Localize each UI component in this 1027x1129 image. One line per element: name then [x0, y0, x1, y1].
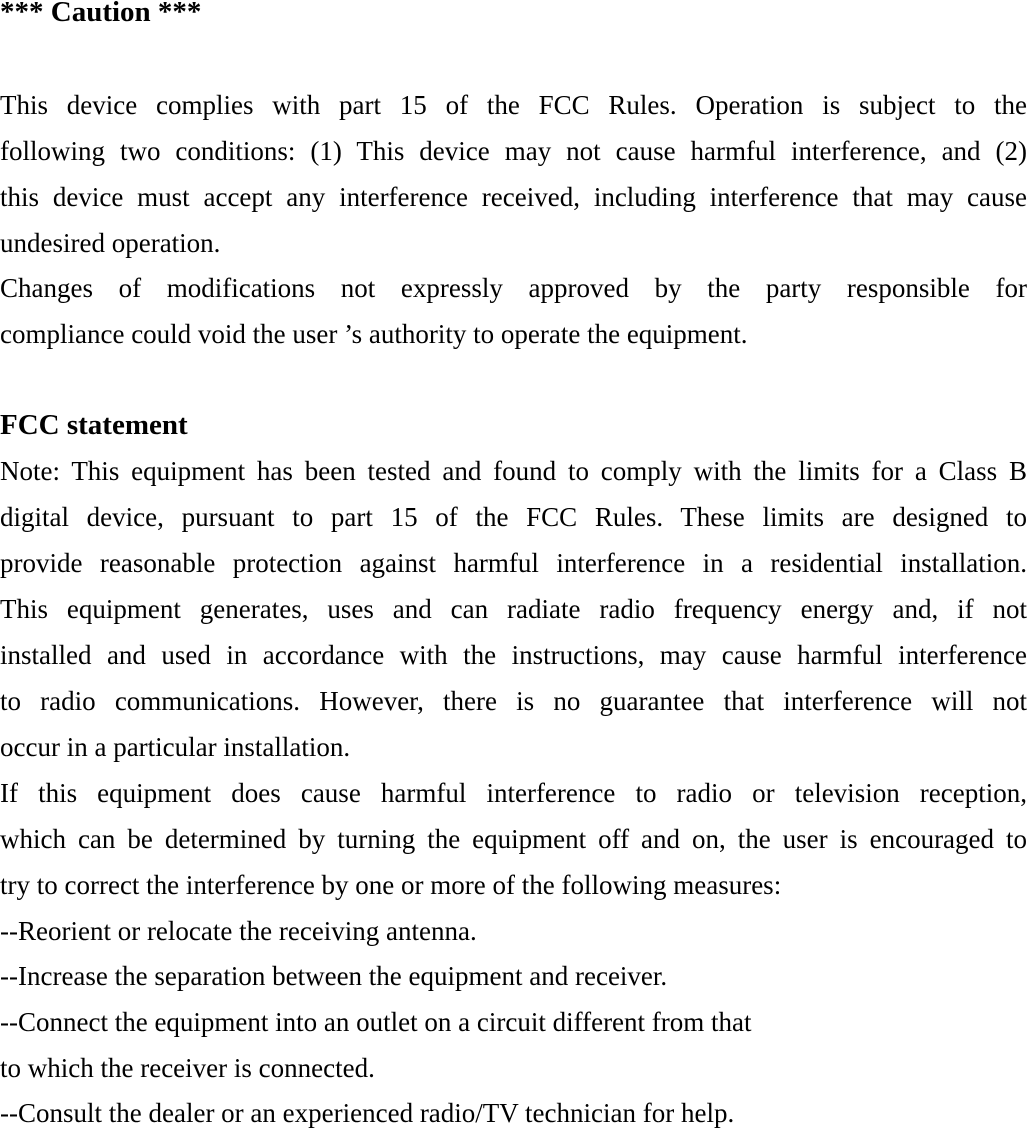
text-line: If this equipment does cause harmful interference to radio or television reception,	[0, 778, 1027, 808]
list-item: --Consult the dealer or an experienced radio/TV technician for help.	[0, 1098, 735, 1128]
text-line: which can be determined by turning the equipment off and on, the user is encouraged to	[0, 824, 1027, 854]
text-line: this device must accept any interference received, including interference that may cause	[0, 182, 1027, 212]
text-line: undesired operation.	[0, 228, 221, 258]
text-line: Changes of modifications not expressly approved by the party responsible for	[0, 273, 1027, 303]
text-line: provide reasonable protection against harmful interference in a residential installation.	[0, 548, 1027, 578]
text-line: try to correct the interference by one or more of the following measures:	[0, 870, 782, 900]
text-line: This equipment generates, uses and can radiate radio frequency energy and, if not	[0, 594, 1027, 624]
fcc-statement-title: FCC statement	[0, 409, 188, 441]
text-line: occur in a particular installation.	[0, 732, 351, 762]
list-item: --Connect the equipment into an outlet on a circuit different from that	[0, 1007, 752, 1037]
text-line: digital device, pursuant to part 15 of the FCC Rules. These limits are designed to	[0, 502, 1027, 532]
list-item: --Reorient or relocate the receiving antenna.	[0, 916, 477, 946]
text-line: to radio communications. However, there is no guarantee that interference will not	[0, 686, 1027, 716]
text-line: Note: This equipment has been tested and found to comply with the limits for a Class B	[0, 456, 1027, 486]
text-line: installed and used in accordance with the instructions, may cause harmful interference	[0, 640, 1027, 670]
caution-title: *** Caution ***	[0, 0, 202, 28]
text-line: compliance could void the user ’s authority to operate the equipment.	[0, 319, 748, 349]
list-item: to which the receiver is connected.	[0, 1053, 375, 1083]
text-line: following two conditions: (1) This device may not cause harmful interference, and (2)	[0, 136, 1027, 166]
text-line: This device complies with part 15 of the FCC Rules. Operation is subject to the	[0, 90, 1027, 120]
list-item: --Increase the separation between the equipment and receiver.	[0, 961, 668, 991]
